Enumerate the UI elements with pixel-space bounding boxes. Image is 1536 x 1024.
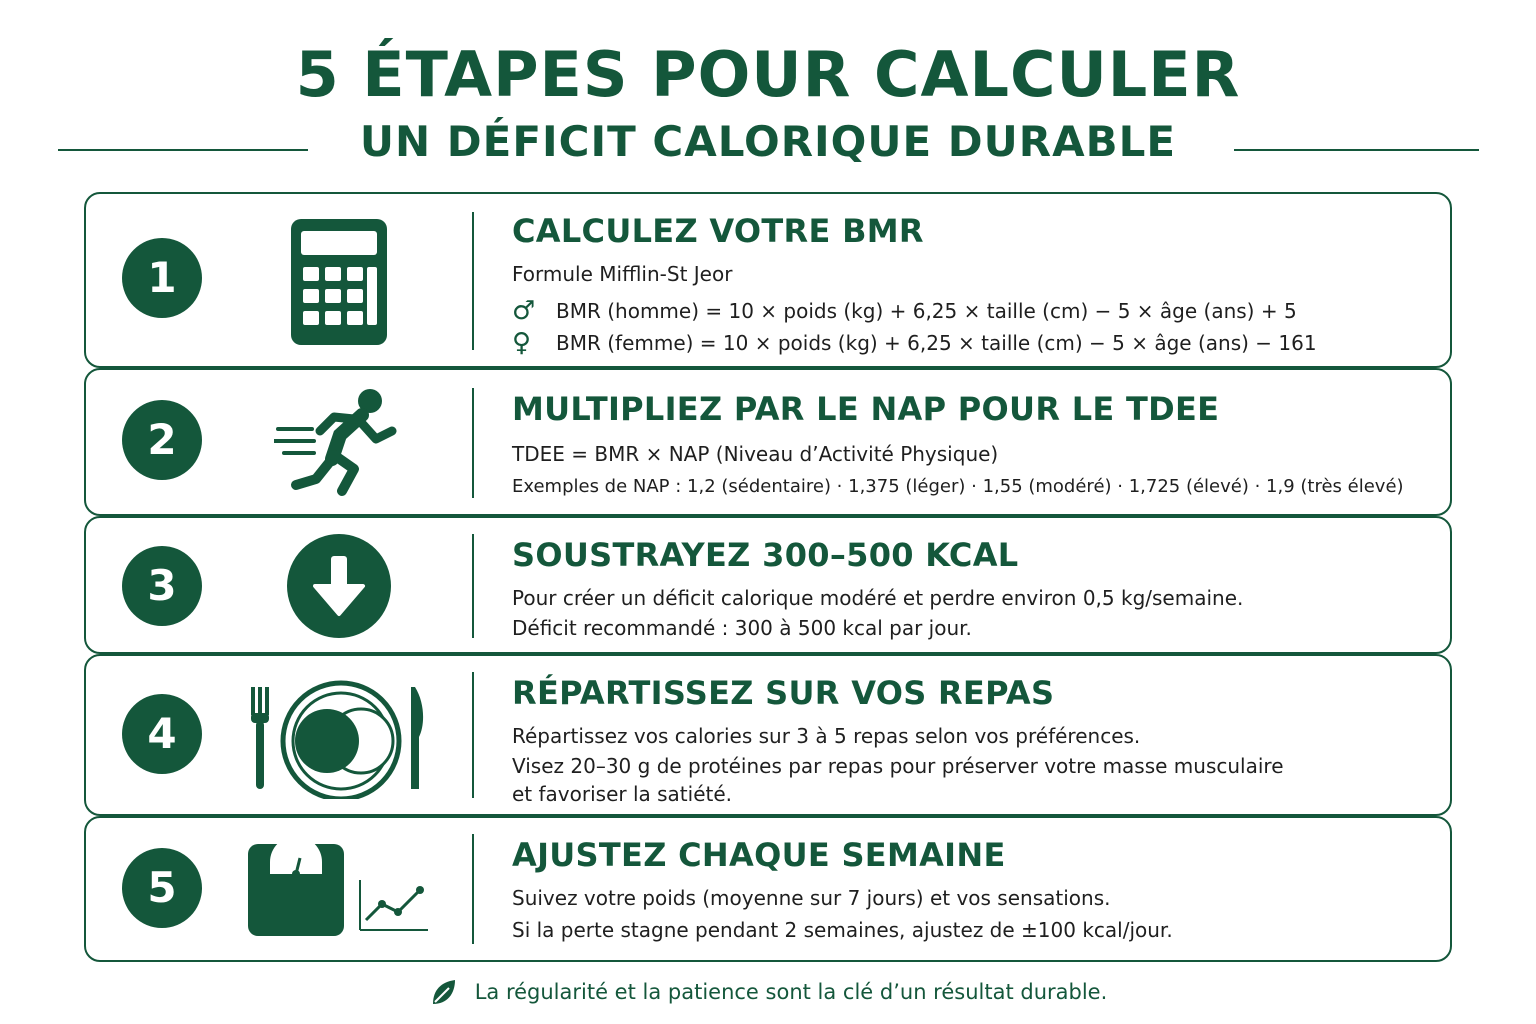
footer-note xyxy=(0,978,1536,1006)
calculator-icon xyxy=(244,212,434,352)
step-title: RÉPARTISSEZ SUR VOS REPAS xyxy=(512,674,1055,712)
step-number-badge: 5 xyxy=(122,848,202,928)
step-number-badge: 4 xyxy=(122,694,202,774)
step-text: Pour créer un déficit calorique modéré et perdre environ 0,5 kg/semaine. xyxy=(512,586,1244,610)
formula-female xyxy=(512,328,1430,358)
step-text: Suivez votre poids (moyenne sur 7 jours) et vos sensations. xyxy=(512,886,1111,910)
formula-text: BMR (homme) = 10 × poids (kg) + 6,25 × taille (cm) − 5 × âge (ans) + 5 xyxy=(556,299,1297,323)
step-card-2 xyxy=(84,368,1452,516)
step-text: Si la perte stagne pendant 2 semaines, ajustez de ±100 kcal/jour. xyxy=(512,918,1173,942)
step-text: Formule Mifflin-St Jeor xyxy=(512,262,733,286)
step-divider xyxy=(472,388,474,498)
title-rule-right xyxy=(1234,149,1479,151)
step-divider xyxy=(472,212,474,350)
step-text: Exemples de NAP : 1,2 (sédentaire) · 1,375 (léger) · 1,55 (modéré) · 1,725 (élevé) · 1,9 (très élevé) xyxy=(512,476,1404,497)
arrow-down-circle-icon xyxy=(244,532,434,640)
formula-text: BMR (femme) = 10 × poids (kg) + 6,25 × taille (cm) − 5 × âge (ans) − 161 xyxy=(556,331,1317,355)
step-text: Répartissez vos calories sur 3 à 5 repas selon vos préférences. xyxy=(512,724,1141,748)
step-title: AJUSTEZ CHAQUE SEMAINE xyxy=(512,836,1006,874)
scale-chart-icon xyxy=(244,834,434,946)
step-divider xyxy=(472,834,474,944)
step-title: SOUSTRAYEZ 300–500 KCAL xyxy=(512,536,1019,574)
step-text: TDEE = BMR × NAP (Niveau d’Activité Physique) xyxy=(512,442,999,466)
page-subtitle: UN DÉFICIT CALORIQUE DURABLE xyxy=(359,117,1177,166)
step-text: et favoriser la satiété. xyxy=(512,782,733,806)
step-title: MULTIPLIEZ PAR LE NAP POUR LE TDEE xyxy=(512,390,1220,428)
step-divider xyxy=(472,534,474,638)
formula-male xyxy=(512,296,1430,326)
step-card-3 xyxy=(84,516,1452,654)
male-symbol-icon: ♂ xyxy=(512,296,536,326)
step-card-4 xyxy=(84,654,1452,816)
plate-fork-knife-icon xyxy=(244,672,434,802)
leaf-icon xyxy=(429,978,457,1006)
step-text: Visez 20–30 g de protéines par repas pour préserver votre masse musculaire xyxy=(512,754,1284,778)
page-title: 5 ÉTAPES POUR CALCULER xyxy=(295,38,1241,111)
step-card-1 xyxy=(84,192,1452,368)
step-title: CALCULEZ VOTRE BMR xyxy=(512,212,924,250)
step-number-badge: 3 xyxy=(122,546,202,626)
footer-text: La régularité et la patience sont la clé d’un résultat durable. xyxy=(474,980,1108,1004)
female-symbol-icon: ♀ xyxy=(512,328,532,358)
running-person-icon xyxy=(244,382,434,502)
step-divider xyxy=(472,672,474,798)
step-text: Déficit recommandé : 300 à 500 kcal par jour. xyxy=(512,616,972,640)
step-number-badge: 1 xyxy=(122,238,202,318)
step-card-5 xyxy=(84,816,1452,962)
step-number-badge: 2 xyxy=(122,400,202,480)
